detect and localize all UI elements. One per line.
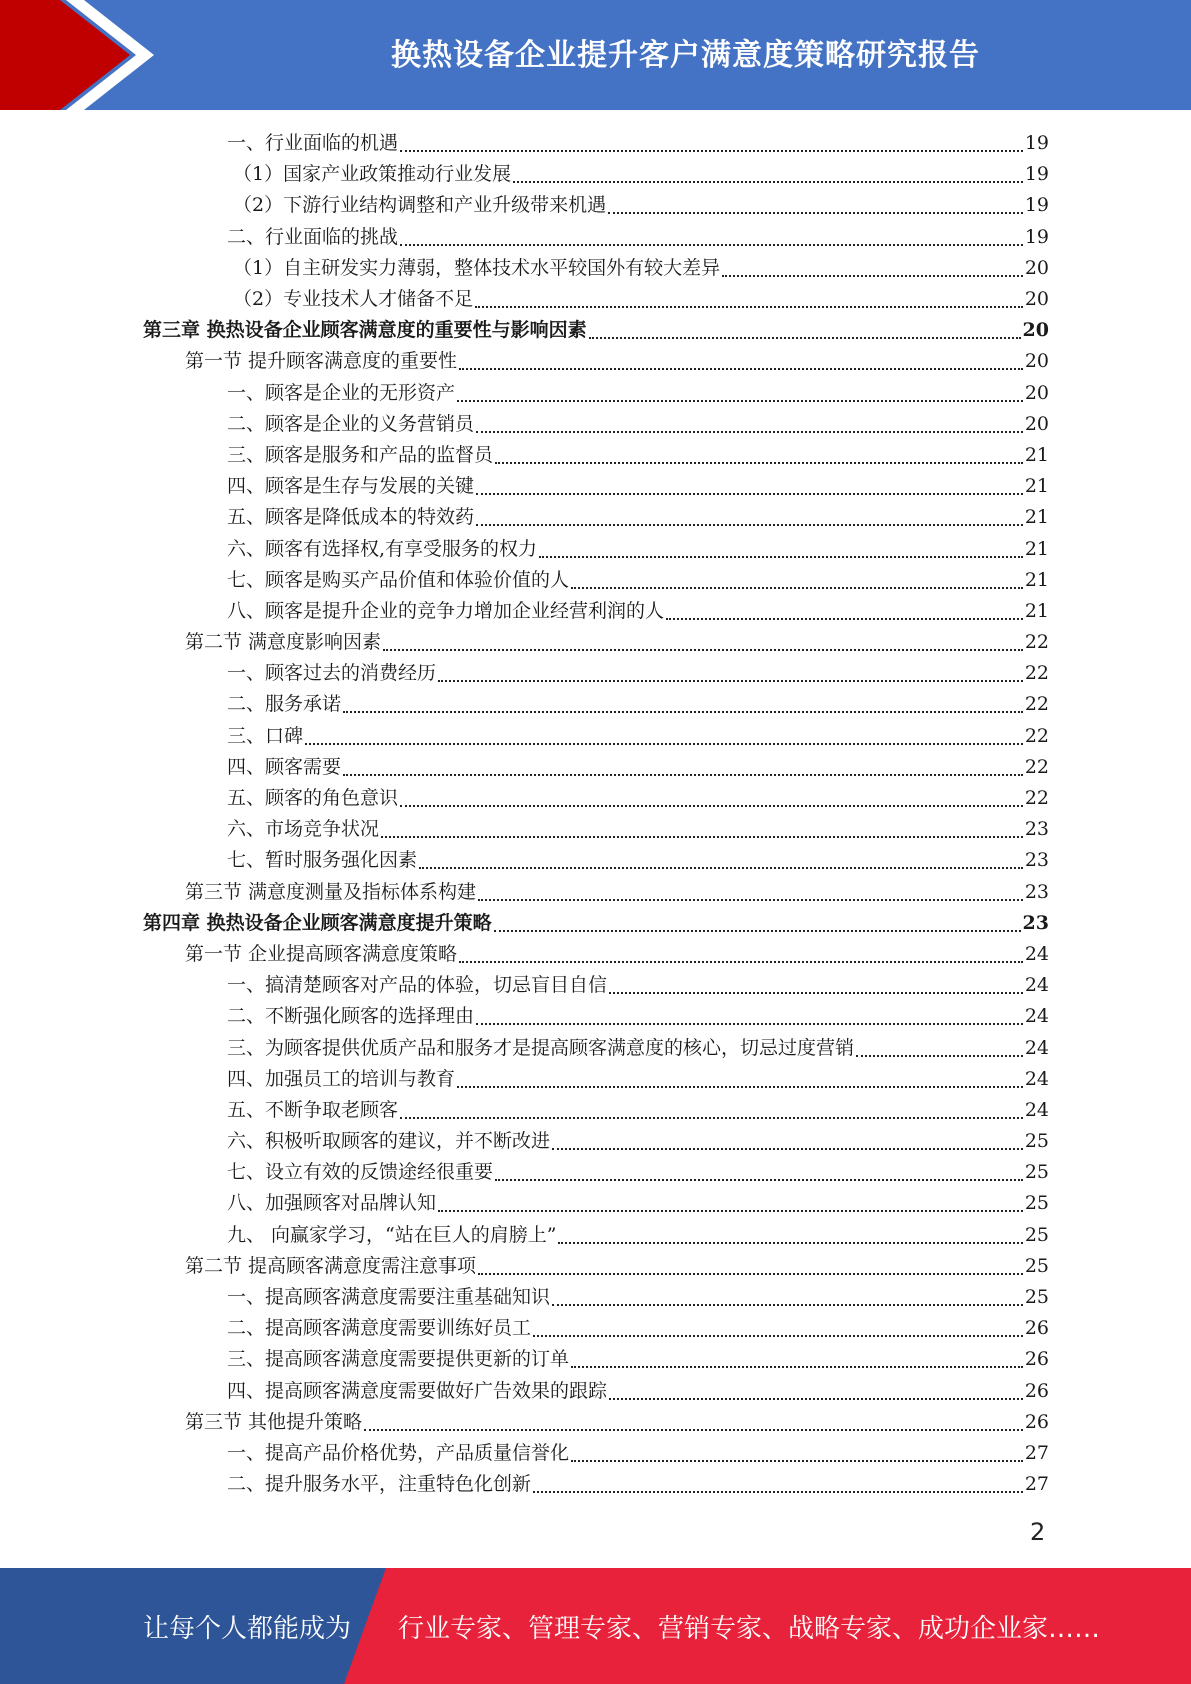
- toc-entry-page: 21: [1024, 475, 1049, 498]
- toc-item-row[interactable]: [143, 1157, 1049, 1188]
- toc-item-row[interactable]: [143, 1376, 1049, 1407]
- toc-entry-label: 一、顾客是企业的无形资产: [227, 381, 456, 404]
- toc-item-row[interactable]: [143, 721, 1049, 752]
- toc-dot-leader: [343, 710, 1023, 713]
- toc-entry-page: 26: [1024, 1410, 1049, 1433]
- toc-item-row[interactable]: [143, 565, 1049, 596]
- toc-item-row[interactable]: [143, 409, 1049, 440]
- toc-entry-page: 24: [1024, 1005, 1049, 1028]
- toc-entry-page: 19: [1024, 225, 1049, 248]
- toc-entry-page: 21: [1024, 443, 1049, 466]
- toc-entry-label: 五、不断争取老顾客: [227, 1098, 399, 1121]
- toc-dot-leader: [438, 679, 1023, 682]
- toc-item-row[interactable]: [143, 1438, 1049, 1469]
- toc-entry-label: （1）自主研发实力薄弱，整体技术水平较国外有较大差异: [233, 256, 721, 279]
- footer-slogan-left: 让每个人都能成为: [143, 1614, 352, 1644]
- toc-entry-label: 三、顾客是服务和产品的监督员: [227, 443, 494, 466]
- toc-dot-leader: [533, 1490, 1023, 1493]
- toc-entry-page: 22: [1024, 724, 1049, 747]
- toc-dot-leader: [609, 1397, 1023, 1400]
- toc-entry-page: 19: [1024, 163, 1049, 186]
- footer-slogan-right: 行业专家、管理专家、营销专家、战略专家、成功企业家……: [398, 1614, 1101, 1644]
- toc-dot-leader: [558, 1241, 1022, 1244]
- toc-item-row[interactable]: [143, 658, 1049, 689]
- toc-item-row[interactable]: [143, 1188, 1049, 1219]
- toc-item-row[interactable]: [143, 190, 1049, 221]
- toc-item-row[interactable]: [143, 128, 1049, 159]
- toc-dot-leader: [495, 461, 1023, 464]
- toc-entry-label: 一、搞清楚顾客对产品的体验，切忌盲目自信: [227, 974, 608, 997]
- toc-entry-label: 八、顾客是提升企业的竞争力增加企业经营利润的人: [227, 599, 665, 622]
- toc-item-row[interactable]: [143, 1469, 1049, 1500]
- toc-entry-page: 20: [1024, 256, 1049, 279]
- toc-dot-leader: [478, 1272, 1023, 1275]
- toc-dot-leader: [364, 1428, 1023, 1431]
- toc-entry-page: 24: [1024, 942, 1049, 965]
- toc-entry-page: 22: [1024, 631, 1049, 654]
- toc-entry-page: 27: [1024, 1441, 1049, 1464]
- header-arrow-decoration: [0, 0, 180, 110]
- page-number: 2: [1030, 1518, 1046, 1546]
- toc-entry-page: 25: [1024, 1161, 1049, 1184]
- toc-entry-page: 21: [1024, 537, 1049, 560]
- toc-section-row[interactable]: [143, 877, 1049, 908]
- toc-entry-page: 23: [1024, 818, 1049, 841]
- toc-entry-page: 23: [1022, 911, 1049, 934]
- toc-entry-label: 二、服务承诺: [227, 693, 342, 716]
- toc-entry-label: 四、顾客需要: [227, 755, 342, 778]
- toc-dot-leader: [459, 367, 1023, 370]
- toc-entry-page: 19: [1024, 132, 1049, 155]
- toc-entry-label: 二、提高顾客满意度需要训练好员工: [227, 1317, 532, 1340]
- toc-entry-label: 五、顾客是降低成本的特效药: [227, 506, 475, 529]
- toc-entry-label: 六、市场竞争状况: [227, 818, 380, 841]
- toc-entry-page: 26: [1024, 1317, 1049, 1340]
- toc-entry-label: 第三章 换热设备企业顾客满意度的重要性与影响因素: [143, 319, 587, 342]
- toc-item-row[interactable]: [143, 222, 1049, 253]
- toc-item-row[interactable]: [143, 1095, 1049, 1126]
- toc-dot-leader: [419, 866, 1023, 869]
- toc-entry-label: （2）下游行业结构调整和产业升级带来机遇: [233, 194, 607, 217]
- toc-dot-leader: [400, 243, 1023, 246]
- toc-item-row[interactable]: [143, 1064, 1049, 1095]
- toc-dot-leader: [539, 555, 1023, 558]
- toc-item-row[interactable]: [143, 378, 1049, 409]
- toc-item-row[interactable]: [143, 689, 1049, 720]
- toc-dot-leader: [856, 1054, 1023, 1057]
- toc-dot-leader: [552, 1147, 1023, 1150]
- toc-entry-page: 22: [1024, 755, 1049, 778]
- toc-dot-leader: [476, 492, 1023, 495]
- toc-entry-label: 四、加强员工的培训与教育: [227, 1067, 456, 1090]
- page-footer: [0, 1568, 1191, 1684]
- toc-dot-leader: [722, 274, 1023, 277]
- toc-dot-leader: [513, 180, 1023, 183]
- toc-entry-label: 第一节 提升顾客满意度的重要性: [185, 350, 458, 373]
- toc-entry-page: 25: [1024, 1130, 1049, 1153]
- toc-dot-leader: [571, 1459, 1023, 1462]
- toc-entry-label: 二、提升服务水平，注重特色化创新: [227, 1473, 532, 1496]
- toc-entry-label: 七、暂时服务强化因素: [227, 849, 418, 872]
- toc-entry-label: 第二节 满意度影响因素: [185, 631, 382, 654]
- toc-entry-label: 三、口碑: [227, 724, 304, 747]
- toc-entry-page: 24: [1024, 1098, 1049, 1121]
- toc-chapter-row[interactable]: [143, 315, 1049, 346]
- toc-entry-label: 九、 向赢家学习，“站在巨人的肩膀上”: [227, 1223, 557, 1246]
- toc-item-row[interactable]: [143, 1282, 1049, 1313]
- toc-entry-page: 22: [1024, 662, 1049, 685]
- toc-entry-label: 第三节 其他提升策略: [185, 1410, 363, 1433]
- toc-item-row[interactable]: [143, 1220, 1049, 1251]
- toc-item-row[interactable]: [143, 1313, 1049, 1344]
- toc-entry-label: 四、提高顾客满意度需要做好广告效果的跟踪: [227, 1379, 608, 1402]
- toc-entry-label: 一、顾客过去的消费经历: [227, 662, 437, 685]
- toc-entry-page: 25: [1024, 1286, 1049, 1309]
- toc-entry-label: 二、行业面临的挑战: [227, 225, 399, 248]
- toc-entry-page: 23: [1024, 880, 1049, 903]
- toc-item-row[interactable]: [143, 1032, 1049, 1063]
- toc-dot-leader: [571, 1365, 1023, 1368]
- toc-entry-label: 第二节 提高顾客满意度需注意事项: [185, 1254, 477, 1277]
- toc-item-row[interactable]: [143, 783, 1049, 814]
- page-header: [0, 0, 1191, 110]
- toc-dot-leader: [400, 804, 1023, 807]
- toc-dot-leader: [476, 523, 1023, 526]
- toc-item-row[interactable]: [143, 752, 1049, 783]
- toc-dot-leader: [457, 1085, 1023, 1088]
- toc-entry-label: （1）国家产业政策推动行业发展: [233, 163, 512, 186]
- toc-item-row[interactable]: [143, 471, 1049, 502]
- toc-dot-leader: [609, 991, 1023, 994]
- toc-dot-leader: [459, 960, 1023, 963]
- toc-entry-page: 23: [1024, 849, 1049, 872]
- toc-dot-leader: [571, 586, 1023, 589]
- toc-dot-leader: [400, 1116, 1023, 1119]
- toc-item-row[interactable]: [143, 596, 1049, 627]
- toc-entry-page: 24: [1024, 974, 1049, 997]
- toc-entry-page: 24: [1024, 1036, 1049, 1059]
- toc-entry-label: 第四章 换热设备企业顾客满意度提升策略: [143, 911, 492, 934]
- toc-entry-label: 一、行业面临的机遇: [227, 132, 399, 155]
- toc-entry-label: 五、顾客的角色意识: [227, 787, 399, 810]
- toc-entry-page: 21: [1024, 568, 1049, 591]
- toc-item-row[interactable]: [143, 440, 1049, 471]
- toc-entry-page: 22: [1024, 787, 1049, 810]
- toc-dot-leader: [343, 773, 1023, 776]
- toc-dot-leader: [475, 305, 1023, 308]
- toc-entry-page: 26: [1024, 1379, 1049, 1402]
- toc-section-row[interactable]: [143, 1251, 1049, 1282]
- toc-entry-label: 一、提高产品价格优势，产品质量信誉化: [227, 1441, 570, 1464]
- toc-entry-page: 21: [1024, 506, 1049, 529]
- toc-item-row[interactable]: [143, 970, 1049, 1001]
- toc-entry-label: 四、顾客是生存与发展的关键: [227, 475, 475, 498]
- toc-entry-label: 六、顾客有选择权,有享受服务的权力: [227, 537, 538, 560]
- toc-dot-leader: [457, 399, 1023, 402]
- toc-entry-page: 24: [1024, 1067, 1049, 1090]
- toc-section-row[interactable]: [143, 346, 1049, 377]
- toc-item-row[interactable]: [143, 1001, 1049, 1032]
- toc-dot-leader: [305, 742, 1023, 745]
- toc-item-row[interactable]: [143, 845, 1049, 876]
- toc-entry-label: 六、积极听取顾客的建议，并不断改进: [227, 1130, 551, 1153]
- toc-item-row[interactable]: [143, 1126, 1049, 1157]
- toc-item-row[interactable]: [143, 159, 1049, 190]
- toc-dot-leader: [494, 929, 1021, 932]
- toc-dot-leader: [478, 898, 1023, 901]
- toc-dot-leader: [533, 1334, 1023, 1337]
- toc-dot-leader: [400, 149, 1023, 152]
- toc-entry-page: 25: [1024, 1254, 1049, 1277]
- toc-entry-label: （2）专业技术人才储备不足: [233, 288, 474, 311]
- toc-entry-label: 七、顾客是购买产品价值和体验价值的人: [227, 568, 570, 591]
- toc-dot-leader: [608, 211, 1023, 214]
- toc-dot-leader: [666, 617, 1023, 620]
- toc-entry-page: 20: [1024, 288, 1049, 311]
- toc-item-row[interactable]: [143, 502, 1049, 533]
- toc-entry-page: 22: [1024, 693, 1049, 716]
- toc-dot-leader: [495, 1178, 1023, 1181]
- toc-dot-leader: [552, 1303, 1023, 1306]
- toc-item-row[interactable]: [143, 1344, 1049, 1375]
- toc-chapter-row[interactable]: [143, 908, 1049, 939]
- toc-dot-leader: [381, 835, 1023, 838]
- toc-entry-label: 七、设立有效的反馈途经很重要: [227, 1161, 494, 1184]
- toc-entry-page: 20: [1022, 319, 1049, 342]
- toc-entry-page: 19: [1024, 194, 1049, 217]
- toc-entry-page: 20: [1024, 412, 1049, 435]
- report-title: 换热设备企业提升客户满意度策略研究报告: [391, 38, 980, 73]
- toc-entry-label: 八、加强顾客对品牌认知: [227, 1192, 437, 1215]
- toc-entry-page: 25: [1024, 1223, 1049, 1246]
- toc-item-row[interactable]: [143, 814, 1049, 845]
- toc-entry-label: 一、提高顾客满意度需要注重基础知识: [227, 1286, 551, 1309]
- toc-entry-label: 二、顾客是企业的义务营销员: [227, 412, 475, 435]
- toc-section-row[interactable]: [143, 939, 1049, 970]
- toc-section-row[interactable]: [143, 1407, 1049, 1438]
- toc-item-row[interactable]: [143, 253, 1049, 284]
- toc-dot-leader: [476, 1022, 1023, 1025]
- toc-entry-page: 20: [1024, 350, 1049, 373]
- toc-entry-page: 21: [1024, 599, 1049, 622]
- toc-entry-page: 26: [1024, 1348, 1049, 1371]
- toc-entry-page: 27: [1024, 1473, 1049, 1496]
- toc-entry-label: 三、提高顾客满意度需要提供更新的订单: [227, 1348, 570, 1371]
- toc-entry-label: 第三节 满意度测量及指标体系构建: [185, 880, 477, 903]
- toc-entry-page: 20: [1024, 381, 1049, 404]
- toc-entry-label: 二、不断强化顾客的选择理由: [227, 1005, 475, 1028]
- toc-item-row[interactable]: [143, 533, 1049, 564]
- toc-section-row[interactable]: [143, 627, 1049, 658]
- toc-dot-leader: [589, 336, 1021, 339]
- toc-dot-leader: [438, 1209, 1023, 1212]
- toc-item-row[interactable]: [143, 284, 1049, 315]
- table-of-contents: [143, 128, 1049, 1500]
- toc-dot-leader: [476, 430, 1023, 433]
- toc-dot-leader: [383, 648, 1023, 651]
- toc-entry-page: 25: [1024, 1192, 1049, 1215]
- toc-entry-label: 第一节 企业提高顾客满意度策略: [185, 942, 458, 965]
- toc-entry-label: 三、为顾客提供优质产品和服务才是提高顾客满意度的核心，切忌过度营销: [227, 1036, 855, 1059]
